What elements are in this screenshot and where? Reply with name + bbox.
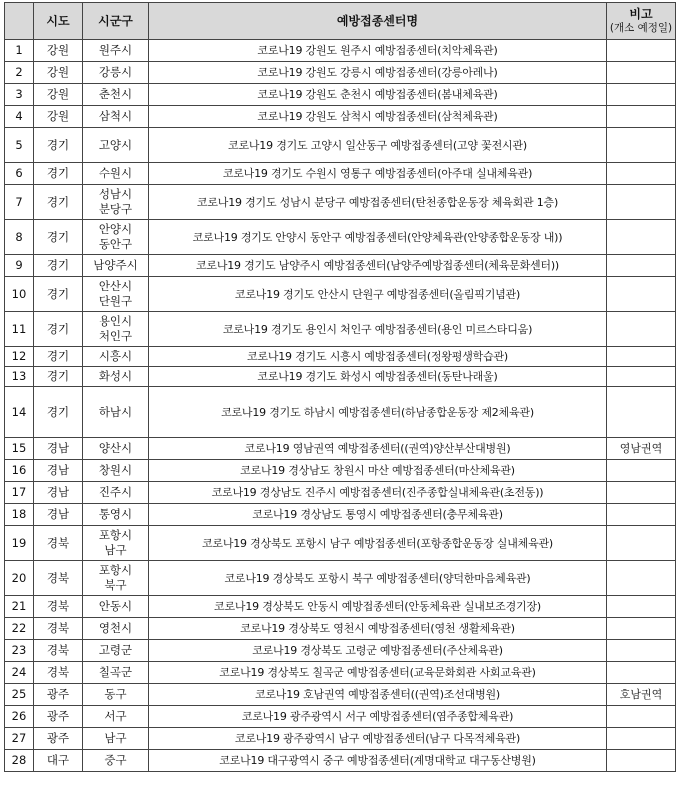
cell-sido: 강원 <box>34 84 83 106</box>
cell-sigungu <box>83 220 149 255</box>
cell-no: 7 <box>5 185 34 220</box>
cell-center-name: 코로나19 경기도 시흥시 예방접종센터(정왕평생학습관) <box>149 347 607 367</box>
cell-no: 8 <box>5 220 34 255</box>
cell-no: 18 <box>5 504 34 526</box>
cell-note <box>607 662 676 684</box>
cell-center-name: 코로나19 강원도 원주시 예방접종센터(치악체육관) <box>149 40 607 62</box>
cell-sido: 대구 <box>34 750 83 772</box>
cell-no: 1 <box>5 40 34 62</box>
cell-note <box>607 40 676 62</box>
cell-note <box>607 106 676 128</box>
cell-note <box>607 387 676 438</box>
cell-sido: 경기 <box>34 255 83 277</box>
cell-no: 21 <box>5 596 34 618</box>
cell-no: 16 <box>5 460 34 482</box>
cell-center-name: 코로나19 대구광역시 중구 예방접종센터(계명대학교 대구동산병원) <box>149 750 607 772</box>
cell-center-name: 코로나19 경상북도 칠곡군 예방접종센터(교육문화회관 사회교육관) <box>149 662 607 684</box>
cell-sigungu: 시흥시 <box>83 347 149 367</box>
sigungu-line: 북구 <box>104 578 127 592</box>
cell-note <box>607 312 676 347</box>
cell-center-name: 코로나19 강원도 삼척시 예방접종센터(삼척체육관) <box>149 106 607 128</box>
table-row <box>5 106 676 128</box>
cell-note <box>607 706 676 728</box>
cell-note <box>607 482 676 504</box>
cell-sigungu: 진주시 <box>83 482 149 504</box>
cell-sido: 경북 <box>34 662 83 684</box>
cell-no: 27 <box>5 728 34 750</box>
cell-note <box>607 163 676 185</box>
cell-sido: 경기 <box>34 163 83 185</box>
cell-sigungu: 칠곡군 <box>83 662 149 684</box>
cell-note <box>607 618 676 640</box>
cell-sido: 경기 <box>34 387 83 438</box>
cell-center-name: 코로나19 경상북도 영천시 예방접종센터(영천 생활체육관) <box>149 618 607 640</box>
cell-no: 17 <box>5 482 34 504</box>
cell-center-name: 코로나19 경기도 용인시 처인구 예방접종센터(용인 미르스타디움) <box>149 312 607 347</box>
cell-note <box>607 220 676 255</box>
header-note-title: 비고 <box>629 7 653 21</box>
cell-sido: 경북 <box>34 561 83 596</box>
cell-sido: 경북 <box>34 596 83 618</box>
sigungu-line: 포항시 <box>98 563 133 577</box>
cell-no: 15 <box>5 438 34 460</box>
table-row <box>5 367 676 387</box>
table-row <box>5 163 676 185</box>
cell-sido: 경기 <box>34 367 83 387</box>
cell-note <box>607 526 676 561</box>
cell-no: 11 <box>5 312 34 347</box>
header-note <box>607 3 676 40</box>
cell-sigungu <box>83 526 149 561</box>
cell-sigungu: 삼척시 <box>83 106 149 128</box>
cell-note <box>607 728 676 750</box>
cell-sigungu: 원주시 <box>83 40 149 62</box>
cell-sigungu: 강릉시 <box>83 62 149 84</box>
cell-sigungu: 남구 <box>83 728 149 750</box>
sigungu-line: 안양시 <box>98 222 133 236</box>
cell-sido: 경북 <box>34 618 83 640</box>
cell-no: 3 <box>5 84 34 106</box>
cell-sido: 광주 <box>34 706 83 728</box>
table-row <box>5 40 676 62</box>
cell-no: 5 <box>5 128 34 163</box>
table-header-row <box>5 3 676 40</box>
cell-sigungu: 화성시 <box>83 367 149 387</box>
cell-no: 13 <box>5 367 34 387</box>
cell-sigungu <box>83 312 149 347</box>
cell-center-name: 코로나19 경상남도 통영시 예방접종센터(충무체육관) <box>149 504 607 526</box>
cell-sigungu: 서구 <box>83 706 149 728</box>
sigungu-line: 단원구 <box>98 294 133 308</box>
header-sido: 시도 <box>34 3 83 40</box>
table-row <box>5 277 676 312</box>
cell-sigungu: 영천시 <box>83 618 149 640</box>
table-row <box>5 438 676 460</box>
cell-center-name: 코로나19 경상남도 창원시 마산 예방접종센터(마산체육관) <box>149 460 607 482</box>
sigungu-line: 성남시 <box>98 187 133 201</box>
cell-no: 22 <box>5 618 34 640</box>
cell-sigungu <box>83 561 149 596</box>
cell-note <box>607 561 676 596</box>
cell-note <box>607 640 676 662</box>
table-row <box>5 750 676 772</box>
table-row <box>5 482 676 504</box>
cell-center-name: 코로나19 경기도 성남시 분당구 예방접종센터(탄천종합운동장 체육회관 1층) <box>149 185 607 220</box>
cell-no: 24 <box>5 662 34 684</box>
cell-sido: 경기 <box>34 220 83 255</box>
sigungu-line: 안산시 <box>98 279 133 293</box>
cell-sido: 경남 <box>34 438 83 460</box>
cell-center-name: 코로나19 경상북도 포항시 북구 예방접종센터(양덕한마음체육관) <box>149 561 607 596</box>
header-center-name: 예방접종센터명 <box>149 3 607 40</box>
cell-note <box>607 84 676 106</box>
cell-center-name: 코로나19 경기도 하남시 예방접종센터(하남종합운동장 제2체육관) <box>149 387 607 438</box>
table-row <box>5 504 676 526</box>
cell-sido: 경북 <box>34 640 83 662</box>
cell-sigungu: 동구 <box>83 684 149 706</box>
table-row <box>5 312 676 347</box>
cell-sido: 강원 <box>34 62 83 84</box>
cell-sigungu: 중구 <box>83 750 149 772</box>
cell-center-name: 코로나19 광주광역시 남구 예방접종센터(남구 다목적체육관) <box>149 728 607 750</box>
table-row <box>5 640 676 662</box>
cell-sigungu: 안동시 <box>83 596 149 618</box>
table-row <box>5 618 676 640</box>
sigungu-line: 분당구 <box>98 202 133 216</box>
cell-sigungu: 수원시 <box>83 163 149 185</box>
cell-center-name: 코로나19 영남권역 예방접종센터((권역)양산부산대병원) <box>149 438 607 460</box>
cell-note: 호남권역 <box>607 684 676 706</box>
table-row <box>5 728 676 750</box>
cell-note <box>607 367 676 387</box>
cell-note <box>607 185 676 220</box>
cell-no: 25 <box>5 684 34 706</box>
cell-center-name: 코로나19 경상남도 진주시 예방접종센터(진주종합실내체육관(초전동)) <box>149 482 607 504</box>
cell-sido: 경남 <box>34 482 83 504</box>
table-row <box>5 526 676 561</box>
cell-sigungu: 고령군 <box>83 640 149 662</box>
cell-sigungu: 양산시 <box>83 438 149 460</box>
cell-sido: 광주 <box>34 728 83 750</box>
cell-sido: 강원 <box>34 40 83 62</box>
table-row <box>5 596 676 618</box>
cell-center-name: 코로나19 강원도 강릉시 예방접종센터(강릉아레나) <box>149 62 607 84</box>
table-row <box>5 84 676 106</box>
cell-sigungu: 춘천시 <box>83 84 149 106</box>
cell-note: 영남권역 <box>607 438 676 460</box>
cell-center-name: 코로나19 경상북도 안동시 예방접종센터(안동체육관 실내보조경기장) <box>149 596 607 618</box>
cell-no: 19 <box>5 526 34 561</box>
table-row <box>5 460 676 482</box>
cell-note <box>607 504 676 526</box>
cell-sido: 경기 <box>34 277 83 312</box>
cell-sido: 경기 <box>34 128 83 163</box>
cell-no: 6 <box>5 163 34 185</box>
cell-note <box>607 596 676 618</box>
vaccination-center-table <box>4 2 676 772</box>
table-row <box>5 387 676 438</box>
cell-no: 9 <box>5 255 34 277</box>
table-row <box>5 185 676 220</box>
cell-sigungu: 고양시 <box>83 128 149 163</box>
cell-sido: 경남 <box>34 460 83 482</box>
cell-no: 23 <box>5 640 34 662</box>
cell-sigungu <box>83 277 149 312</box>
cell-center-name: 코로나19 강원도 춘천시 예방접종센터(봄내체육관) <box>149 84 607 106</box>
cell-sido: 광주 <box>34 684 83 706</box>
sigungu-line: 처인구 <box>98 329 133 343</box>
cell-note <box>607 347 676 367</box>
cell-no: 12 <box>5 347 34 367</box>
cell-center-name: 코로나19 경기도 안산시 단원구 예방접종센터(올림픽기념관) <box>149 277 607 312</box>
cell-sido: 강원 <box>34 106 83 128</box>
cell-no: 20 <box>5 561 34 596</box>
cell-sigungu <box>83 185 149 220</box>
cell-center-name: 코로나19 경기도 남양주시 예방접종센터(남양주예방접종센터(체육문화센터)) <box>149 255 607 277</box>
cell-center-name: 코로나19 경기도 화성시 예방접종센터(동탄나래울) <box>149 367 607 387</box>
table-row <box>5 561 676 596</box>
cell-center-name: 코로나19 경상북도 고령군 예방접종센터(주산체육관) <box>149 640 607 662</box>
cell-center-name: 코로나19 경기도 고양시 일산동구 예방접종센터(고양 꽃전시관) <box>149 128 607 163</box>
cell-no: 28 <box>5 750 34 772</box>
table-row <box>5 220 676 255</box>
cell-sido: 경북 <box>34 526 83 561</box>
sigungu-line: 용인시 <box>98 314 133 328</box>
cell-no: 26 <box>5 706 34 728</box>
cell-note <box>607 750 676 772</box>
header-note-subtitle: (개소 예정일) <box>609 22 673 34</box>
table-row <box>5 62 676 84</box>
sigungu-line: 동안구 <box>98 237 133 251</box>
cell-sido: 경기 <box>34 347 83 367</box>
cell-sigungu: 하남시 <box>83 387 149 438</box>
table-row <box>5 706 676 728</box>
header-sigungu: 시군구 <box>83 3 149 40</box>
cell-center-name: 코로나19 경기도 수원시 영통구 예방접종센터(아주대 실내체육관) <box>149 163 607 185</box>
cell-center-name: 코로나19 광주광역시 서구 예방접종센터(염주종합체육관) <box>149 706 607 728</box>
cell-sigungu: 통영시 <box>83 504 149 526</box>
cell-note <box>607 277 676 312</box>
table-row <box>5 684 676 706</box>
cell-center-name: 코로나19 경상북도 포항시 남구 예방접종센터(포항종합운동장 실내체육관) <box>149 526 607 561</box>
sigungu-line: 포항시 <box>98 528 133 542</box>
cell-no: 14 <box>5 387 34 438</box>
table-row <box>5 662 676 684</box>
cell-sigungu: 창원시 <box>83 460 149 482</box>
table-row <box>5 128 676 163</box>
header-no <box>5 3 34 40</box>
cell-no: 10 <box>5 277 34 312</box>
cell-center-name: 코로나19 경기도 안양시 동안구 예방접종센터(안양체육관(안양종합운동장 내)) <box>149 220 607 255</box>
cell-note <box>607 128 676 163</box>
cell-sido: 경남 <box>34 504 83 526</box>
cell-no: 4 <box>5 106 34 128</box>
cell-center-name: 코로나19 호남권역 예방접종센터((권역)조선대병원) <box>149 684 607 706</box>
sigungu-line: 남구 <box>104 543 127 557</box>
table-row <box>5 255 676 277</box>
cell-sigungu: 남양주시 <box>83 255 149 277</box>
cell-note <box>607 255 676 277</box>
cell-sido: 경기 <box>34 185 83 220</box>
cell-no: 2 <box>5 62 34 84</box>
table-row <box>5 347 676 367</box>
cell-note <box>607 460 676 482</box>
cell-note <box>607 62 676 84</box>
cell-sido: 경기 <box>34 312 83 347</box>
table-body <box>5 40 676 772</box>
